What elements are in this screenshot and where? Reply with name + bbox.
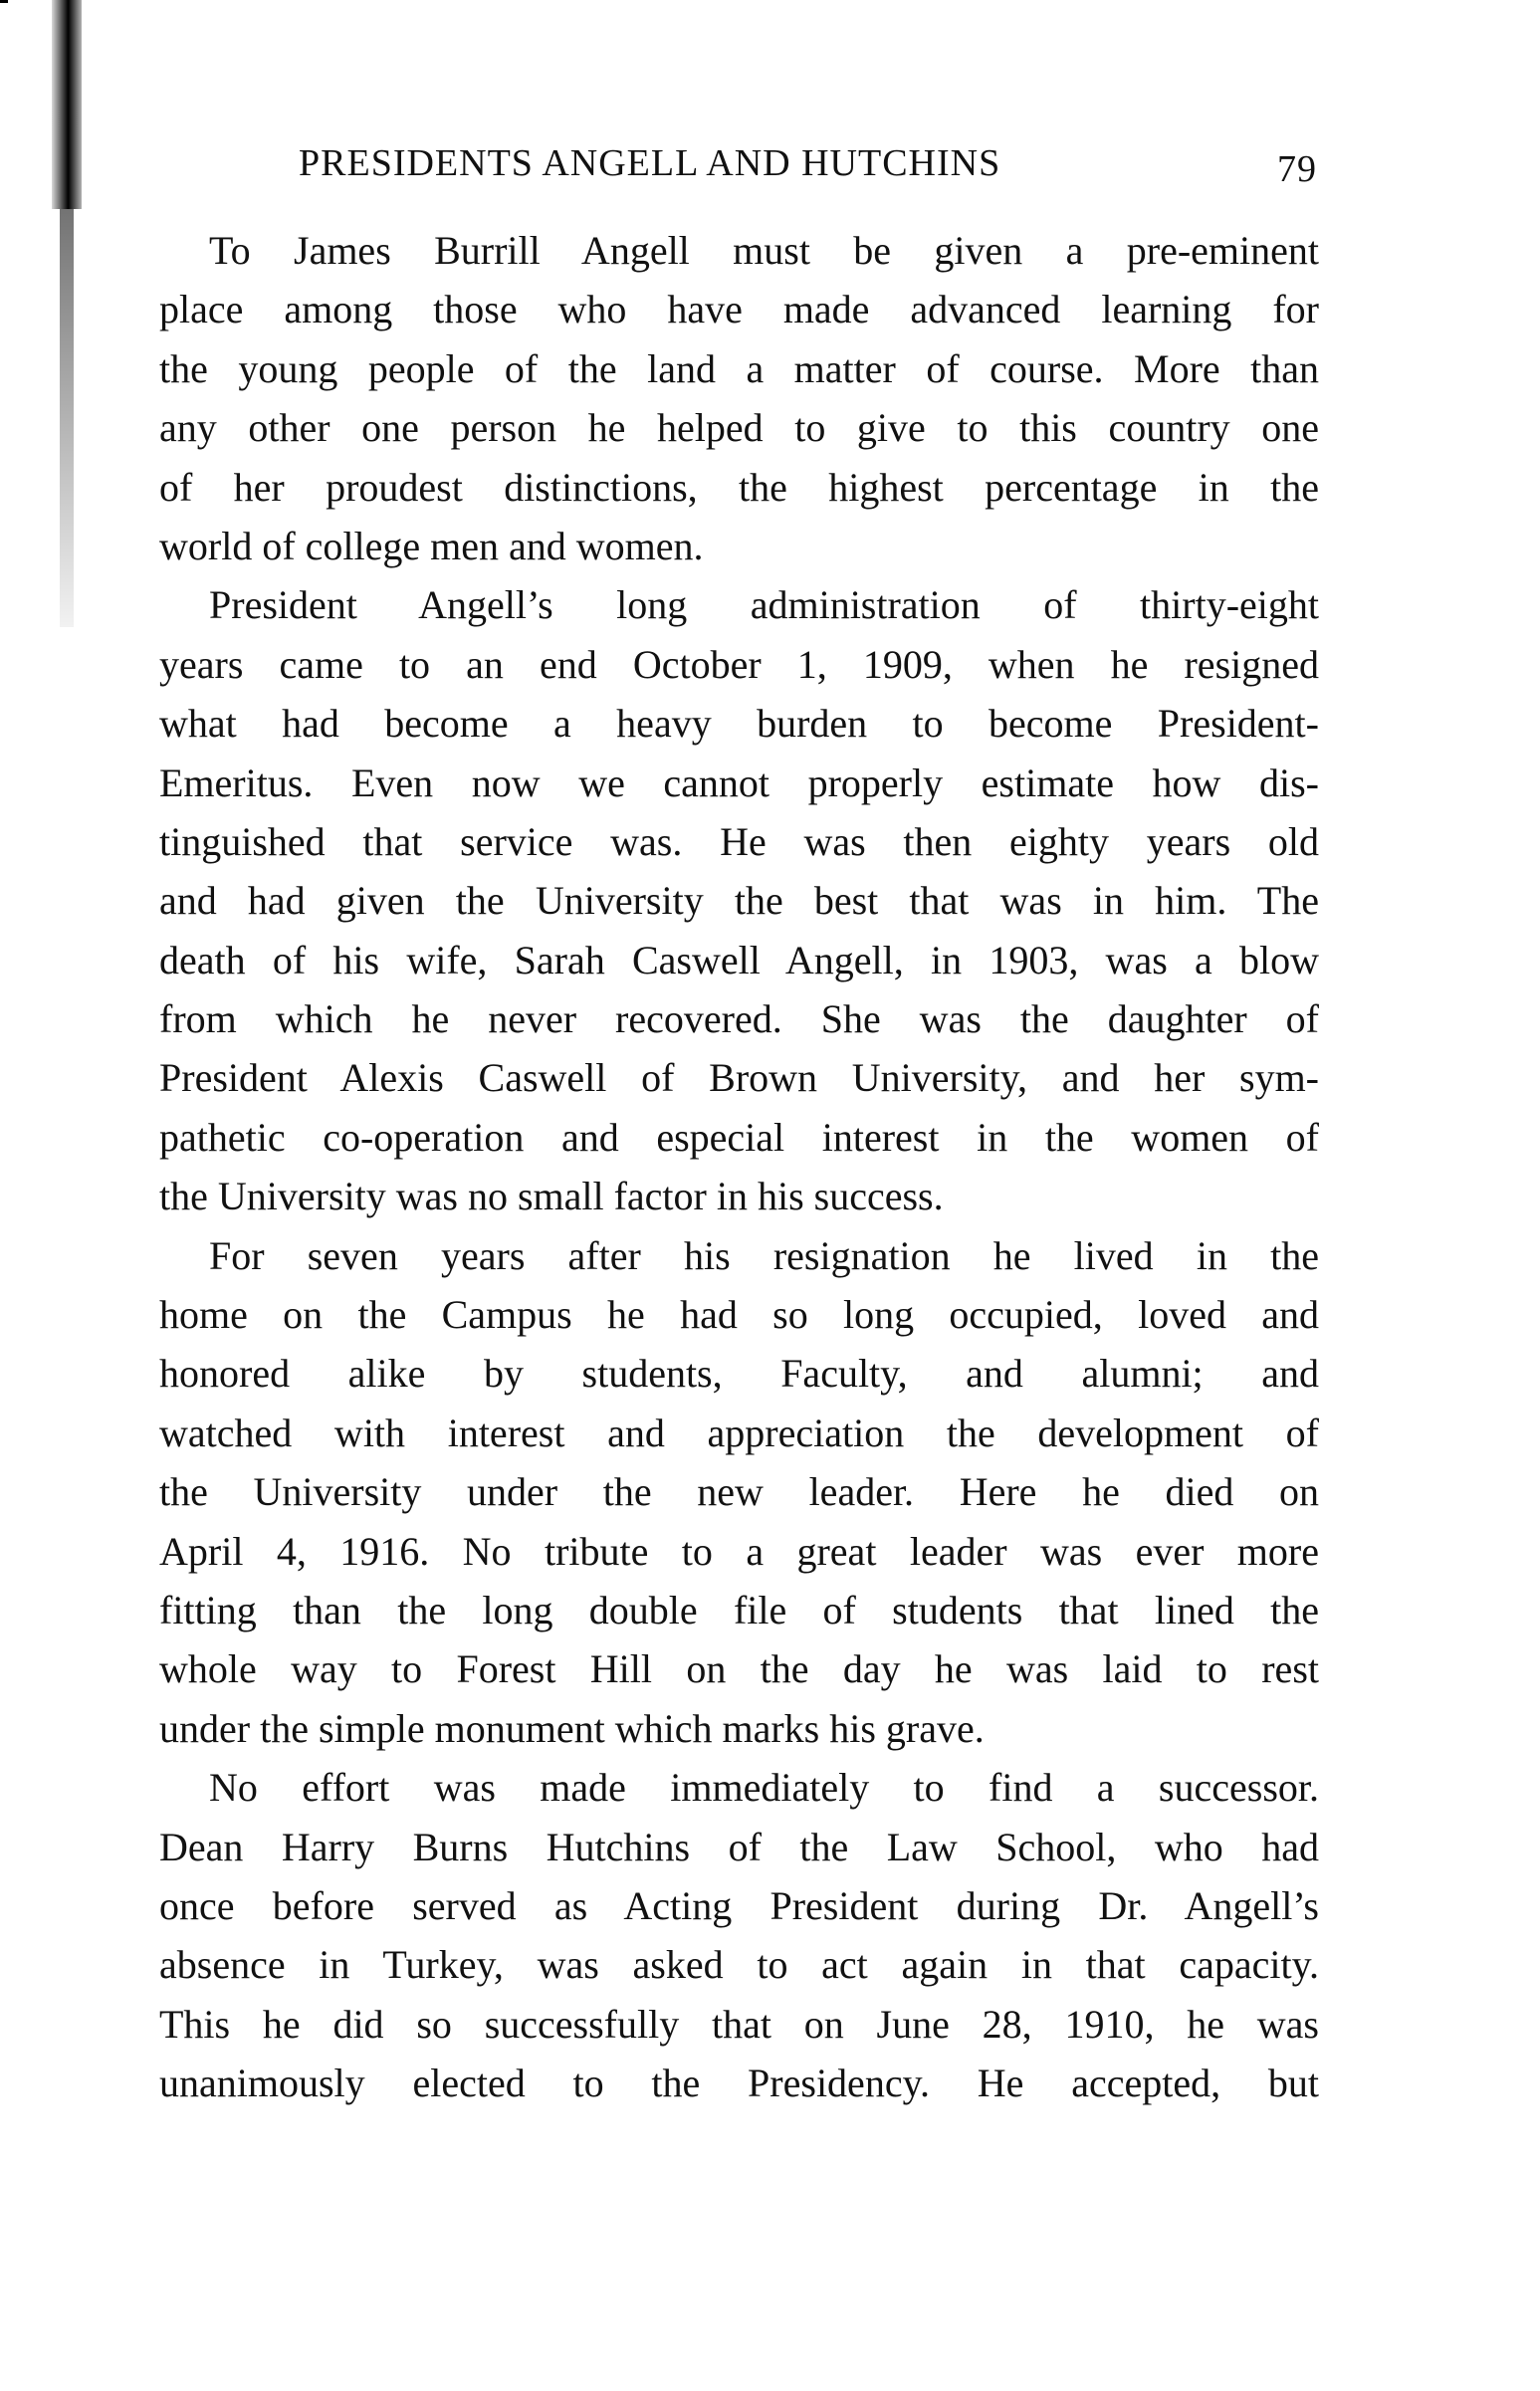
text-line: what had become a heavy burden to become President-	[159, 701, 1319, 747]
text-line: the young people of the land a matter of course. More than	[159, 345, 1319, 391]
text-line: Dean Harry Burns Hutchins of the Law School, who had	[159, 1824, 1319, 1869]
text-line: fitting than the long double file of students that lined the	[159, 1587, 1319, 1632]
text-line: absence in Turkey, was asked to act again in that capacity.	[159, 1942, 1319, 1988]
text-line: For seven years after his resignation he lived in the	[209, 1232, 1319, 1278]
text-line: honored alike by students, Faculty, and alumni; and	[159, 1351, 1319, 1397]
text-line: unanimously elected to the Presidency. He accepted, but	[159, 2061, 1319, 2106]
page-edge-shadow-fade	[60, 209, 74, 627]
text-line: and had given the University the best that was in him. The	[159, 878, 1319, 924]
text-line: home on the Campus he had so long occupied, loved and	[159, 1292, 1319, 1338]
text-line: from which he never recovered. She was the daughter of	[159, 996, 1319, 1042]
running-title: PRESIDENTS ANGELL AND HUTCHINS	[299, 142, 1001, 184]
text-line: the University was no small factor in his success.	[159, 1174, 944, 1219]
text-line: To James Burrill Angell must be given a pre-eminent	[209, 228, 1319, 273]
text-line: the University under the new leader. Here he died on	[159, 1469, 1319, 1515]
text-line: death of his wife, Sarah Caswell Angell, in 1903, was a blow	[159, 937, 1319, 982]
text-line: under the simple monument which marks his grave.	[159, 1705, 985, 1751]
text-line: No effort was made immediately to find a successor.	[209, 1765, 1319, 1811]
body-text	[159, 221, 1319, 2113]
text-line: This he did so successfully that on June 28, 1910, he was	[159, 2001, 1319, 2047]
text-line: whole way to Forest Hill on the day he was laid to rest	[159, 1646, 1319, 1692]
text-line: President Angell’s long administration of thirty-eight	[209, 582, 1319, 628]
text-line: years came to an end October 1, 1909, when he resigned	[159, 641, 1319, 687]
text-line: of her proudest distinctions, the highest percentage in the	[159, 464, 1319, 510]
text-line: President Alexis Caswell of Brown University, and her sym-	[159, 1055, 1319, 1101]
text-line: pathetic co-operation and especial interest in the women of	[159, 1114, 1319, 1160]
text-line: once before served as Acting President during Dr. Angell’s	[159, 1882, 1319, 1928]
text-line: any other one person he helped to give to this country one	[159, 405, 1319, 451]
text-line: watched with interest and appreciation the development of	[159, 1410, 1319, 1455]
text-line: April 4, 1916. No tribute to a great leader was ever more	[159, 1528, 1319, 1574]
text-line: world of college men and women.	[159, 523, 704, 568]
text-line: tinguished that service was. He was then eighty years old	[159, 818, 1319, 864]
page-number: 79	[1277, 148, 1317, 190]
page-edge-shadow	[52, 0, 82, 209]
running-header	[299, 141, 1319, 191]
text-line: Emeritus. Even now we cannot properly estimate how dis-	[159, 760, 1319, 805]
scan-mark	[0, 0, 8, 3]
text-line: place among those who have made advanced learning for	[159, 287, 1319, 332]
